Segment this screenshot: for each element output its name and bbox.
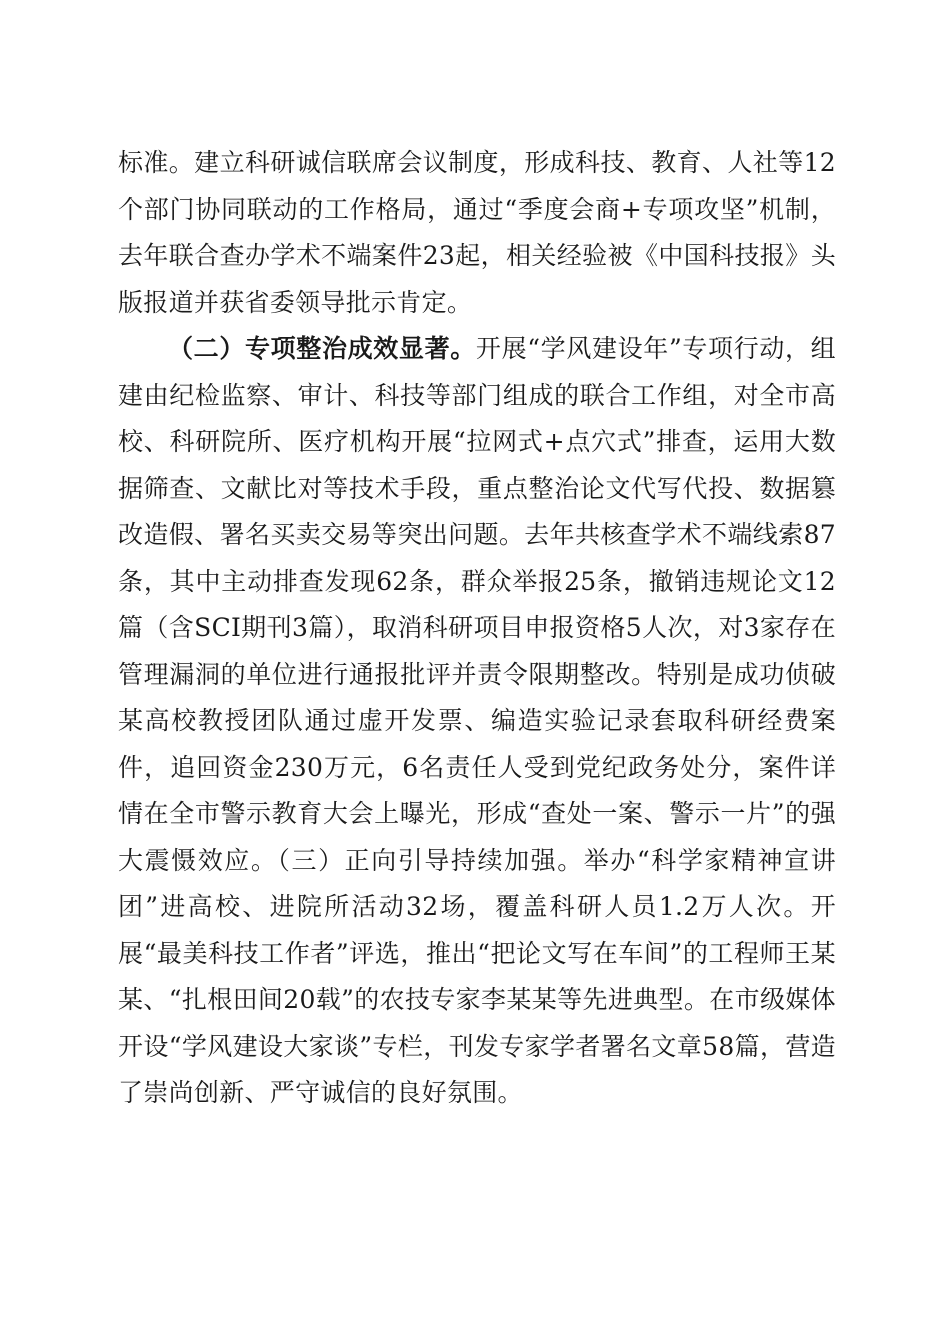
paragraph-1 (118, 140, 836, 326)
paragraph-1-text: 标准。建立科研诚信联席会议制度，形成科技、教育、人社等12个部门协同联动的工作格局，通过“季度会商+专项攻坚”机制，去年联合查办学术不端案件23起，相关经验被《中国科技报》头版报道并获省委领导批示肯定。 (118, 148, 836, 317)
section-heading: （二）专项整治成效显著。 (168, 334, 476, 363)
document-body (118, 140, 836, 1117)
paragraph-2 (118, 326, 836, 1117)
paragraph-2-text: 开展“学风建设年”专项行动，组建由纪检监察、审计、科技等部门组成的联合工作组，对全市高校、科研院所、医疗机构开展“拉网式+点穴式”排查，运用大数据筛查、文献比对等技术手段，重点整治论文代写代投、数据篡改造假、署名买卖交易等突出问题。去年共核查学术不端线索87条，其中主动排查发现62条，群众举报25条，撤销违规论文12篇（含SCI期刊3篇），取消科研项目申报资格5人次，对3家存在管理漏洞的单位进行通报批评并责令限期整改。特别是成功侦破某高校教授团队通过虚开发票、编造实验记录套取科研经费案件，追回资金230万元，6名责任人受到党纪政务处分，案件详情在全市警示教育大会上曝光，形成“查处一案、警示一片”的强大震慑效应。（三）正向引导持续加强。举办“科学家精神宣讲团”进高校、进院所活动32场，覆盖科研人员1.2万人次。开展“最美科技工作者”评选，推出“把论文写在车间”的工程师王某某、“扎根田间20载”的农技专家李某某等先进典型。在市级媒体开设“学风建设大家谈”专栏，刊发专家学者署名文章58篇，营造了崇尚创新、严守诚信的良好氛围。 (118, 334, 836, 1107)
